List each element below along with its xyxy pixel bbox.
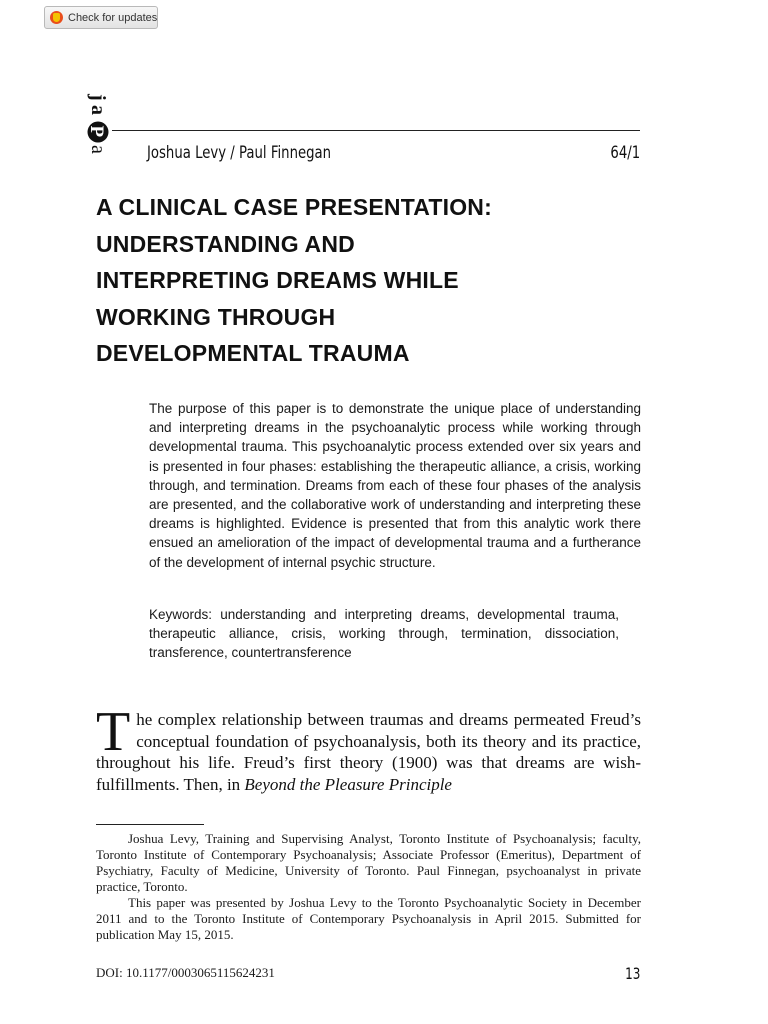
footnote-affiliations: Joshua Levy, Training and Supervising Analyst, Toronto Institute of Psychoanalysis; faculty, Toronto Institute of Contemporary Psychoanalysis; Associate Professor (Emeritus), Department of Psychiatry, Faculty of Medicine, University of Toronto. Paul Finnegan, psychoanalyst in private practice, Toronto.: [96, 831, 641, 894]
issue-number: 64/1: [610, 143, 640, 163]
abstract: The purpose of this paper is to demonstrate the unique place of understanding and interpreting dreams in the psychoanalytic process while working through developmental trauma. This psychoanalytic process extended over six years and is presented in four phases: establishing the therapeutic alliance, a crisis, working through, and termination. Dreams from each of these four phases of the analysis are presented, and the collaborative work of understanding and interpreting these dreams is highlighted. Evidence is presented that from this analytic work there ensued an amelioration of the impact of developmental trauma and a furtherance of the development of internal psychic structure.: [149, 401, 641, 570]
doi: DOI: 10.1177/0003065115624231: [96, 965, 275, 980]
logo-letter-j: j: [87, 94, 109, 101]
article-title: [96, 189, 656, 372]
footnote-rule: [96, 824, 204, 825]
book-title-italic: Beyond the Pleasure Principle: [244, 774, 452, 794]
check-for-updates-label: Check for updates: [68, 11, 158, 24]
page-number: 13: [624, 964, 640, 983]
footnotes: [96, 831, 641, 943]
header-rule: [112, 130, 640, 131]
title-line: WORKING THROUGH: [96, 303, 336, 330]
title-line: UNDERSTANDING AND: [96, 230, 355, 257]
logo-letter-a: a: [87, 105, 109, 115]
title-line: A CLINICAL CASE PRESENTATION:: [96, 194, 492, 220]
body-text: he complex relationship between traumas and dreams permeated Freud’s conceptual foundation of psychoanalysis, both its theory and its practice, throughout his life. Freud’s first theory (1900) was that dreams are wish-fulfillments. Then, in: [96, 710, 641, 794]
title-line: INTERPRETING DREAMS WHILE: [96, 267, 459, 293]
logo-letter-p: P: [86, 125, 107, 138]
check-for-updates-button[interactable]: [44, 6, 158, 29]
title-line: DEVELOPMENTAL TRAUMA: [96, 340, 410, 366]
keywords: Keywords: understanding and interpreting dreams, developmental trauma, therapeutic alliance, crisis, working through, termination, dissociation, transference, countertransference: [149, 607, 619, 661]
logo-letter-a2: a: [87, 145, 109, 154]
footnote-presentation: This paper was presented by Joshua Levy to the Toronto Psychoanalytic Society in December 2011 and to the Toronto Institute of Contemporary Psychoanalysis in April 2015. Submitted for publication May 15, 2015.: [96, 895, 641, 942]
journal-logo: [84, 92, 112, 162]
crossmark-icon: [50, 11, 63, 24]
body-paragraph: [96, 701, 641, 795]
drop-cap: T: [96, 701, 131, 763]
running-head-authors: Joshua Levy / Paul Finnegan: [147, 143, 332, 163]
